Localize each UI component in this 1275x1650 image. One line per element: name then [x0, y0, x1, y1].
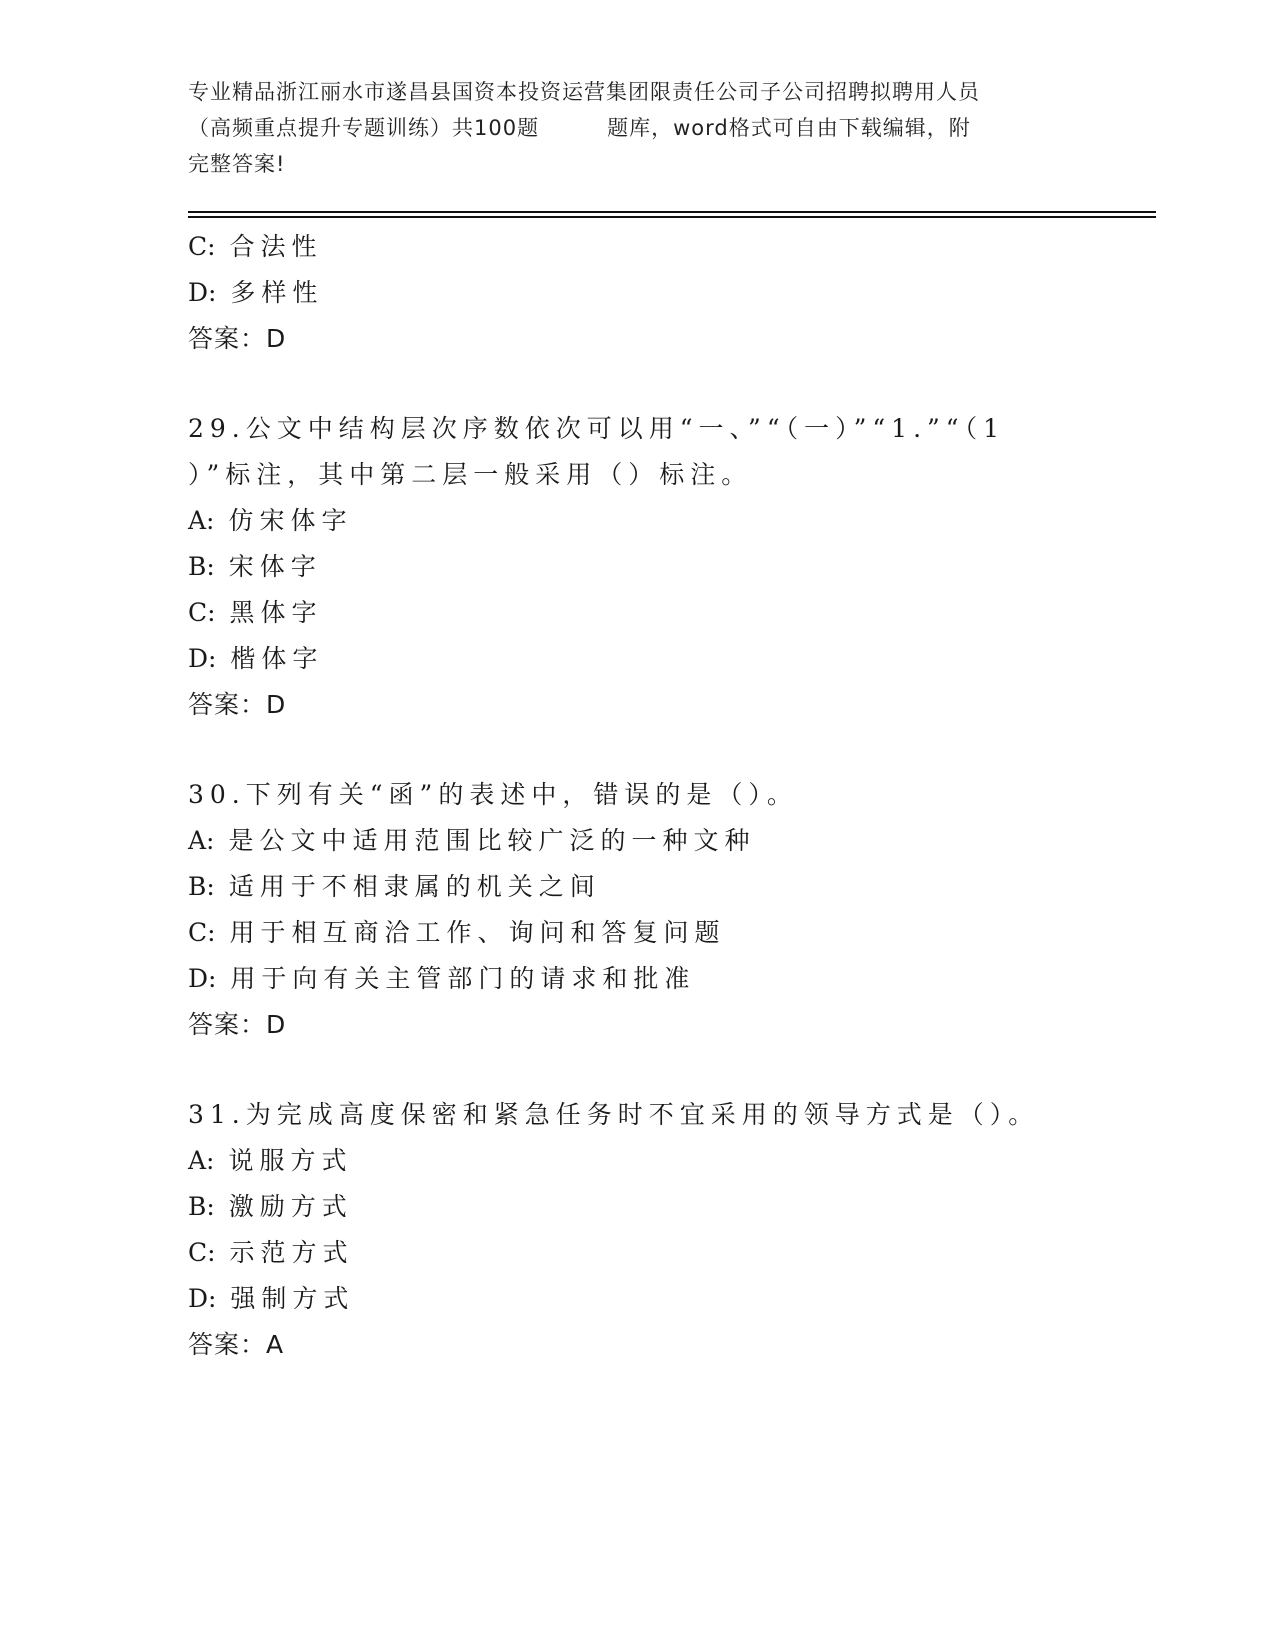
question-stem-continued: ）”标注，其中第二层一般采用（）标注。 [188, 460, 753, 489]
option-d: D: 多样性 [188, 278, 324, 307]
option-c: C: 合法性 [188, 232, 323, 261]
question-29 [188, 406, 1088, 728]
question-stem: 31.为完成高度保密和紧急任务时不宜采用的领导方式是（）。 [188, 1100, 1040, 1129]
header-divider-bottom [188, 216, 1156, 218]
header-line-2a: （高频重点提升专题训练）共100题 [188, 116, 540, 140]
question-stem: 29.公文中结构层次序数依次可以用“一、”“（一）”“1.”“（1 [188, 414, 1005, 443]
header-line-1: 专业精品浙江丽水市遂昌县国资本投资运营集团限责任公司子公司招聘拟聘用人员 [188, 80, 980, 104]
option-d: D: 用于向有关主管部门的请求和批准 [188, 964, 696, 993]
question-31 [188, 1092, 1088, 1368]
header-divider-top [188, 211, 1156, 213]
document-header [188, 74, 1088, 182]
option-b: B: 适用于不相隶属的机关之间 [188, 872, 601, 901]
document-body [188, 224, 1088, 1368]
option-d: D: 楷体字 [188, 644, 324, 673]
question-stem: 30.下列有关“函”的表述中，错误的是（）。 [188, 780, 798, 809]
question-30 [188, 772, 1088, 1048]
option-c: C: 用于相互商洽工作、询问和答复问题 [188, 918, 726, 947]
header-line-3: 完整答案! [188, 152, 286, 176]
header-line-2 [188, 110, 1088, 146]
answer-line: 答案：A [188, 1330, 285, 1359]
answer-line: 答案：D [188, 1010, 287, 1039]
option-c: C: 示范方式 [188, 1238, 354, 1267]
option-a: A: 说服方式 [188, 1146, 353, 1175]
answer-line: 答案：D [188, 690, 287, 719]
header-line-2b: 题库，word格式可自由下载编辑，附 [607, 116, 971, 140]
option-d: D: 强制方式 [188, 1284, 355, 1313]
option-a: A: 仿宋体字 [188, 506, 353, 535]
question-28-tail [188, 224, 1088, 362]
option-c: C: 黑体字 [188, 598, 323, 627]
option-a: A: 是公文中适用范围比较广泛的一种文种 [188, 826, 756, 855]
option-b: B: 宋体字 [188, 552, 322, 581]
option-b: B: 激励方式 [188, 1192, 353, 1221]
answer-line: 答案：D [188, 324, 287, 353]
